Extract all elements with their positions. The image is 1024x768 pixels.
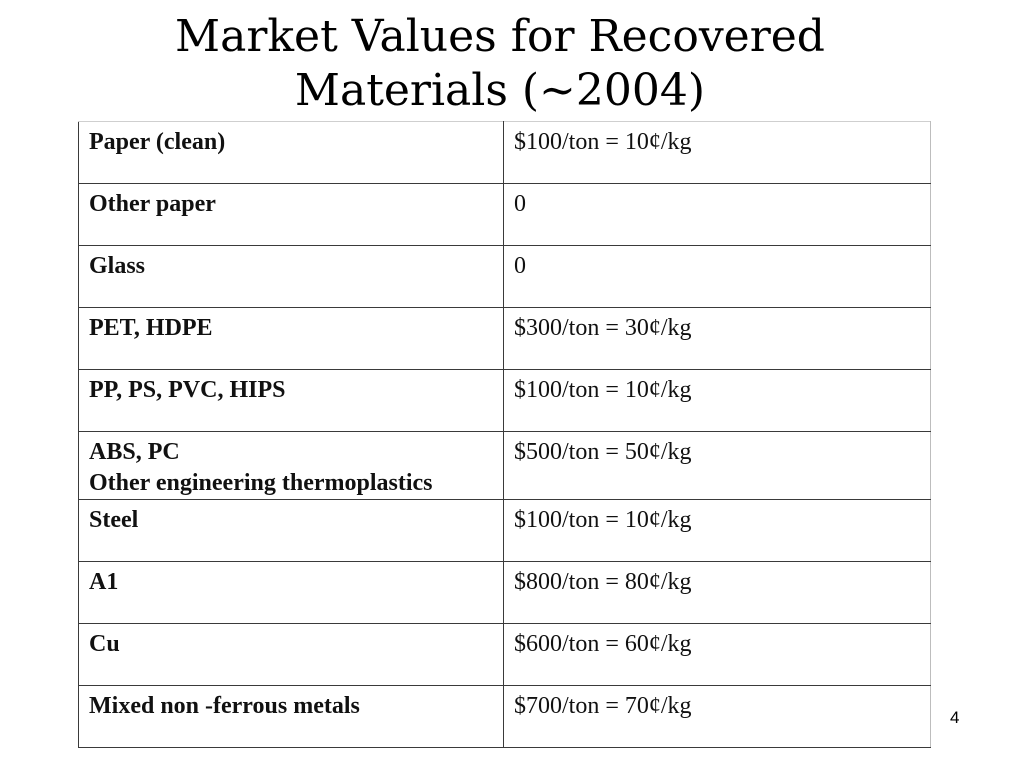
table-row <box>79 624 931 686</box>
material-cell: Other paper <box>79 184 504 246</box>
page-number: 4 <box>950 708 960 727</box>
material-cell: Paper (clean) <box>79 122 504 184</box>
table-row <box>79 562 931 624</box>
value-cell: $100/ton = 10¢/kg <box>504 500 931 562</box>
value-cell: 0 <box>504 246 931 308</box>
material-cell: PP, PS, PVC, HIPS <box>79 370 504 432</box>
table-row <box>79 308 931 370</box>
value-cell: $600/ton = 60¢/kg <box>504 624 931 686</box>
material-cell: Mixed non -ferrous metals <box>79 686 504 748</box>
value-cell: $100/ton = 10¢/kg <box>504 122 931 184</box>
table-row <box>79 122 931 184</box>
slide-title-line-1: Market Values for Recovered <box>175 11 825 62</box>
table-row <box>79 370 931 432</box>
table-row <box>79 686 931 748</box>
value-cell: 0 <box>504 184 931 246</box>
table-row <box>79 184 931 246</box>
material-line-1: ABS, PC <box>89 439 180 465</box>
value-cell: $100/ton = 10¢/kg <box>504 370 931 432</box>
slide-title <box>0 10 1000 118</box>
value-cell: $300/ton = 30¢/kg <box>504 308 931 370</box>
market-values-table <box>78 121 931 748</box>
material-cell: PET, HDPE <box>79 308 504 370</box>
table-row <box>79 500 931 562</box>
value-cell: $700/ton = 70¢/kg <box>504 686 931 748</box>
material-cell: A1 <box>79 562 504 624</box>
material-line-2: Other engineering thermoplastics <box>89 470 433 496</box>
slide-title-line-2: Materials (~2004) <box>294 65 706 116</box>
material-cell: Steel <box>79 500 504 562</box>
material-cell <box>79 432 504 500</box>
table-row <box>79 432 931 500</box>
material-cell: Glass <box>79 246 504 308</box>
material-cell: Cu <box>79 624 504 686</box>
table-row <box>79 246 931 308</box>
value-cell: $500/ton = 50¢/kg <box>504 432 931 500</box>
value-cell: $800/ton = 80¢/kg <box>504 562 931 624</box>
